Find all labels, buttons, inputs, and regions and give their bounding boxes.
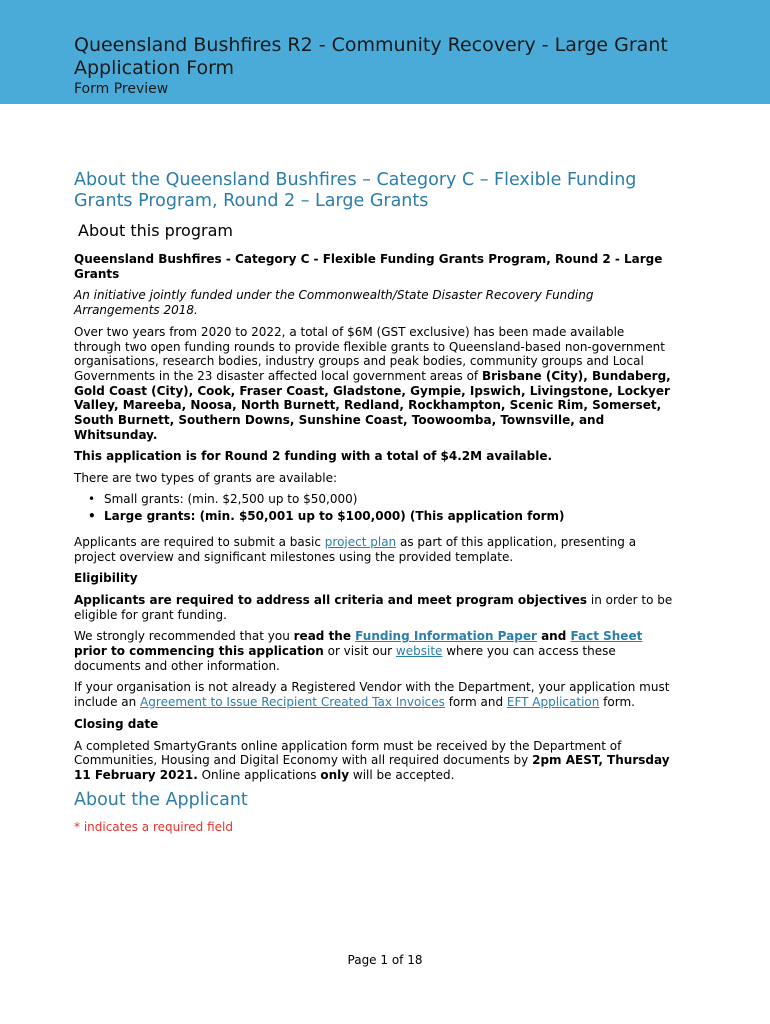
section-title-about-applicant: About the Applicant (74, 789, 248, 810)
form-header (0, 0, 770, 104)
vendor-after: form. (599, 695, 635, 710)
funding-information-paper-link[interactable]: Funding Information Paper (355, 629, 537, 644)
program-name: Queensland Bushfires - Category C - Flexible Funding Grants Program, Round 2 - Large Grants (74, 252, 663, 281)
closing-only: only (320, 767, 350, 782)
plan-text-before: Applicants are required to submit a basic (74, 534, 325, 549)
eligibility-bold: Applicants are required to address all criteria and meet program objectives (74, 592, 588, 607)
rec-after: where you can access these documents and other information. (74, 644, 616, 673)
section-title-about-program: About the Queensland Bushfires – Category C – Flexible Funding Grants Program, Round 2 – Large Grants (74, 170, 637, 211)
rec-mid: or visit our (323, 644, 396, 659)
form-title: Queensland Bushfires R2 - Community Recovery - Large Grant Application Form (74, 34, 668, 79)
eft-application-link[interactable]: EFT Application (506, 695, 600, 710)
page-number: Page 1 of 18 (347, 953, 423, 967)
bullet: • (88, 491, 96, 506)
project-plan-text (74, 535, 674, 564)
round-note: This application is for Round 2 funding with a total of $4.2M available. (74, 449, 553, 464)
required-field-note: * indicates a required field (74, 819, 233, 834)
list-item (88, 491, 674, 508)
affected-areas: Brisbane (City), Bundaberg, Gold Coast (City), Cook, Fraser Coast, Gladstone, Gympie, Ipswich, Livingstone, Lockyer Valley, Mareeba, Noosa, North Burnett, Redland, Rockhampton, Scenic Rim, Somerset, South Burnett, Southern Downs, Sunshine Coast, Toowoomba, Townsville, and Whitsunday. (74, 368, 671, 442)
eligibility-text (74, 593, 674, 622)
recommendation-text (74, 629, 674, 673)
program-overview (74, 325, 674, 443)
eligibility-rest: in order to be eligible for grant funding. (74, 592, 673, 622)
rec-bold-read: read the (293, 629, 356, 644)
project-plan-link[interactable]: project plan (324, 534, 397, 549)
rec-before: We strongly recommended that you (74, 629, 294, 644)
grant-type-large: Large grants: (min. $50,001 up to $100,000) (This application form) (104, 508, 565, 523)
closing-after: will be accepted. (349, 767, 455, 782)
fact-sheet-link[interactable]: Fact Sheet (570, 629, 643, 644)
closing-deadline: 2pm AEST, Thursday 11 February 2021. (74, 753, 670, 782)
closing-date-text (74, 739, 674, 783)
about-program-heading: About this program (78, 221, 233, 240)
plan-text-after: as part of this application, presenting a project overview and significant milestones using the provided template. (74, 534, 637, 564)
vendor-mid: form and (444, 695, 507, 710)
website-link[interactable]: website (395, 644, 443, 659)
grant-types-list (74, 491, 674, 525)
rec-and: and (536, 629, 571, 644)
grant-type-small: Small grants: (min. $2,500 up to $50,000) (104, 491, 358, 506)
initiative-text: An initiative jointly funded under the Commonwealth/State Disaster Recovery Funding Arrangements 2018. (74, 288, 594, 318)
overview-text: Over two years from 2020 to 2022, a total of $6M (GST exclusive) has been made available through two open funding rounds to provide flexible grants to Queensland-based non-government organisations, research bodies, industry groups and peak bodies, community groups and Local Governments in the 23 disaster affected local government areas of (74, 324, 665, 383)
closing-before: A completed SmartyGrants online application form must be received by the Department of Communities, Housing and Digital Economy with all required documents by (74, 738, 622, 768)
closing-date-heading: Closing date (74, 716, 159, 731)
vendor-before: If your organisation is not already a Registered Vendor with the Department, your application must include an (74, 680, 670, 710)
form-subtitle: Form Preview (74, 81, 169, 97)
list-item (88, 508, 674, 525)
bullet: • (88, 508, 96, 523)
closing-mid: Online applications (197, 767, 321, 782)
form-content (74, 170, 674, 835)
eligibility-heading: Eligibility (74, 571, 138, 586)
grant-types-intro: There are two types of grants are available: (74, 471, 338, 486)
vendor-text (74, 680, 674, 709)
rcti-agreement-link[interactable]: Agreement to Issue Recipient Created Tax Invoices (140, 695, 445, 710)
rec-bold-prior: prior to commencing this application (74, 644, 324, 659)
